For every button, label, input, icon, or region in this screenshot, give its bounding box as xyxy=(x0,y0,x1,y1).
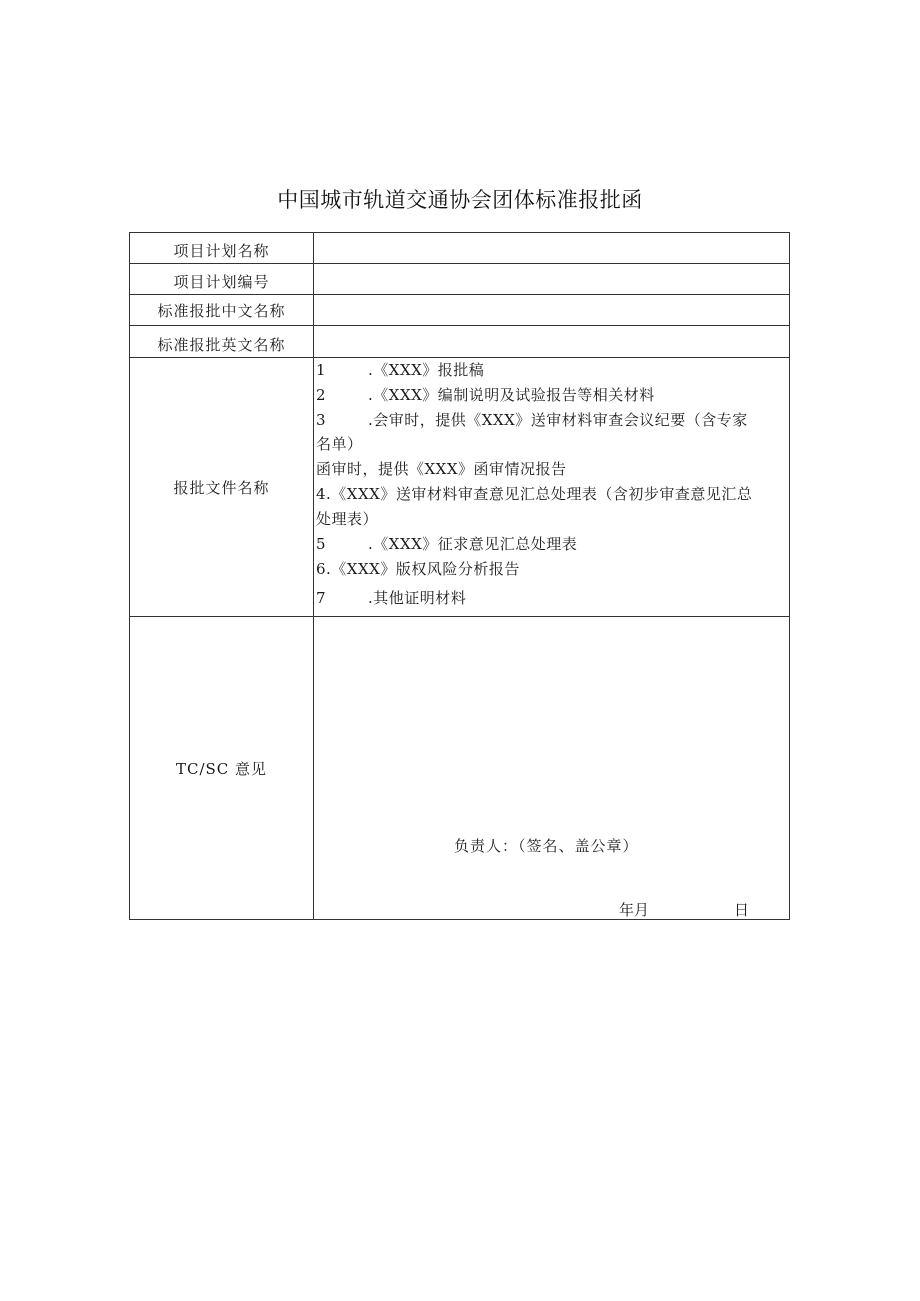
list-item: 3 .会审时，提供《XXX》送审材料审查会议纪要（含专家 xyxy=(316,411,748,429)
project-name-label: 项目计划名称 xyxy=(130,233,314,263)
list-item: 2 .《XXX》编制说明及试验报告等相关材料 xyxy=(316,386,655,404)
project-name-value xyxy=(314,233,789,263)
project-number-value xyxy=(314,264,789,294)
list-item: 名单） xyxy=(316,435,363,453)
date-day: 日 xyxy=(734,901,750,919)
list-item: 5 .《XXX》征求意见汇总处理表 xyxy=(316,535,578,553)
documents-label: 报批文件名称 xyxy=(130,358,314,616)
table-row-cn-name xyxy=(130,295,789,326)
table-row-documents xyxy=(130,358,789,617)
list-item: 处理表） xyxy=(316,510,379,528)
en-name-label: 标准报批英文名称 xyxy=(130,326,314,357)
list-item: 1 .《XXX》报批稿 xyxy=(316,361,485,379)
list-item: 7 .其他证明材料 xyxy=(316,589,467,607)
list-item: 6.《XXX》版权风险分析报告 xyxy=(316,560,520,578)
list-item: 函审时，提供《XXX》函审情况报告 xyxy=(316,460,567,478)
cn-name-label: 标准报批中文名称 xyxy=(130,295,314,325)
opinion-label: TC/SC 意见 xyxy=(130,617,314,919)
list-item: 4.《XXX》送审材料审查意见汇总处理表（含初步审查意见汇总 xyxy=(316,485,753,503)
cn-name-value xyxy=(314,295,789,325)
signature-line: 负责人：（签名、盖公章） xyxy=(454,837,639,855)
date-year-month: 年月 xyxy=(619,901,650,919)
table-row-project-name xyxy=(130,233,789,264)
opinion-area xyxy=(314,617,789,919)
documents-list xyxy=(314,358,789,616)
en-name-value xyxy=(314,326,789,357)
table-row-opinion xyxy=(130,617,789,919)
table-row-project-number xyxy=(130,264,789,295)
approval-form-table xyxy=(129,232,790,920)
table-row-en-name xyxy=(130,326,789,358)
page-title: 中国城市轨道交通协会团体标准报批函 xyxy=(277,188,643,212)
project-number-label: 项目计划编号 xyxy=(130,264,314,294)
